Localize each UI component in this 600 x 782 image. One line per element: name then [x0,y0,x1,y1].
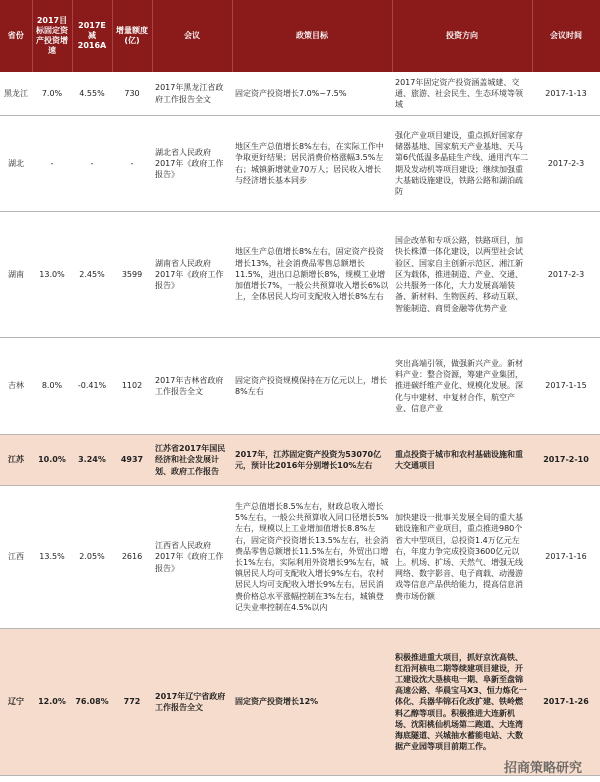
cell-meeting: 湖南省人民政府2017年《政府工作报告》 [152,212,232,338]
header-diff: 2017E减2016A [72,0,112,72]
watermark: 招商策略研究 [503,761,582,776]
table-row [0,435,600,486]
cell-province: 吉林 [0,338,32,435]
cell-province: 辽宁 [0,629,32,776]
cell-increment: 1102 [112,338,152,435]
cell-meeting: 2017年黑龙江省政府工作报告全文 [152,72,232,116]
header-row [0,0,600,72]
cell-time: 2017-1-16 [532,486,600,629]
cell-policy: 地区生产总值增长8%左右，在实际工作中争取更好结果；居民消费价格涨幅3.5%左右；城镇新增就业70万人；居民收入增长与经济增长基本同步 [232,116,392,212]
cell-time: 2017-1-15 [532,338,600,435]
cell-direction: 强化产业项目建设，重点抓好国家存储器基地、国家航天产业基地、天马第6代低温多晶硅生产线、通用汽车二期及发动机等项目建设；继续加强重大基础设施建设，铁路公路和湖泊疏防 [392,116,532,212]
cell-diff: - [72,116,112,212]
cell-policy: 固定资产投资增长7.0%~7.5% [232,72,392,116]
table-row [0,212,600,338]
cell-diff: -0.41% [72,338,112,435]
cell-target: 13.0% [32,212,72,338]
cell-target: 8.0% [32,338,72,435]
cell-increment: 772 [112,629,152,776]
header-policy: 政策目标 [232,0,392,72]
cell-meeting: 2017年吉林省政府工作报告全文 [152,338,232,435]
cell-target: 13.5% [32,486,72,629]
cell-target: - [32,116,72,212]
cell-diff: 2.45% [72,212,112,338]
cell-province: 湖北 [0,116,32,212]
cell-diff: 3.24% [72,435,112,486]
cell-direction: 积极推进重大项目，抓好京沈高铁、红沿河核电二期等续建项目建设，开工建设沈大垦核电一期、阜新至盘锦高速公路、华晨宝马X3、恒力炼化一体化、兵器华锦石化改扩建、铁岭燃料乙醇等项目。积极推进大连新机场、沈阳桃仙机场第二跑道、大连湾海底隧道、兴城抽水蓄能电站、大数据产业园等项目前期工作。 [392,629,532,776]
cell-time: 2017-1-26 [532,629,600,776]
header-target: 2017目标固定资产投资增速 [32,0,72,72]
cell-province: 湖南 [0,212,32,338]
table-row [0,629,600,776]
cell-increment: 2616 [112,486,152,629]
cell-target: 12.0% [32,629,72,776]
cell-policy: 2017年，江苏固定资产投资为53070亿元，预计比2016年分别增长10%左右 [232,435,392,486]
cell-meeting: 江西省人民政府2017年《政府工作报告》 [152,486,232,629]
header-meeting: 会议 [152,0,232,72]
cell-increment: 730 [112,72,152,116]
cell-direction: 突出高端引领，做强新兴产业。新材料产业：整合资源，筹建产业集团，推进碳纤维产业化、规模化发展。深化与中建材、中复材合作，航空产业、信息产业 [392,338,532,435]
cell-province: 江苏 [0,435,32,486]
cell-diff: 4.55% [72,72,112,116]
table-row [0,72,600,116]
cell-direction: 重点投资于城市和农村基础设施和重大交通项目 [392,435,532,486]
header-time: 会议时间 [532,0,600,72]
cell-meeting: 江苏省2017年国民经济和社会发展计划、政府工作报告 [152,435,232,486]
cell-policy: 生产总值增长8.5%左右，财政总收入增长5%左右，一般公共预算收入同口径增长5%左右，规模以上工业增加值增长8.8%左右，固定资产投资增长13.5%左右，社会消费品零售总额增长11.5%左右，外贸出口增长1%左右，实际利用外资增长9%左右，城镇居民人均可支配收入增长9%左右，农村居民人均可支配收入增长9%左右，居民消费价格总水平涨幅控制在3%左右，城镇登记失业率控制在4.5%以内 [232,486,392,629]
header-increment: 增量额度(亿) [112,0,152,72]
cell-policy: 固定资产投资规模保持在万亿元以上，增长8%左右 [232,338,392,435]
cell-diff: 2.05% [72,486,112,629]
cell-increment: 3599 [112,212,152,338]
cell-direction: 2017年固定资产投资涵盖城建、交通、旅游、社会民生、生态环境等领域 [392,72,532,116]
cell-policy: 地区生产总值增长8%左右，固定资产投资增长13%，社会消费品零售总额增长11.5%，进出口总额增长8%，规模工业增加值增长7%，一般公共预算收入增长6%以上，全体居民人均可支配收入增长8%左右 [232,212,392,338]
cell-increment: 4937 [112,435,152,486]
cell-time: 2017-2-3 [532,212,600,338]
cell-policy: 固定资产投资增长12% [232,629,392,776]
cell-diff: 76.08% [72,629,112,776]
cell-province: 黑龙江 [0,72,32,116]
cell-time: 2017-2-10 [532,435,600,486]
cell-direction: 国企改革和专项公路，铁路项目，加快长株潭一体化建设，以两型社会试验区、国家自主创新示范区、湘江新区为载体，推进制造、产业、交通、公共服务一体化，大力发展高端装备、新材料、生物医药、移动互联、智能制造、商贸金融等优势产业 [392,212,532,338]
cell-meeting: 2017年辽宁省政府工作报告全文 [152,629,232,776]
cell-target: 10.0% [32,435,72,486]
cell-target: 7.0% [32,72,72,116]
header-province: 省份 [0,0,32,72]
cell-province: 江西 [0,486,32,629]
cell-time: 2017-1-13 [532,72,600,116]
table-row [0,486,600,629]
cell-direction: 加快建设一批事关发展全局的重大基础设施和产业项目，重点推进980个省大中型项目，总投资1.4万亿元左右，年度力争完成投资3600亿元以上。机场、扩场、天然气、增强无线网络、数字影音、电子商载、动漫游戏等信息产品供给能力，提高信息消费市场份额 [392,486,532,629]
header-direction: 投资方向 [392,0,532,72]
table-row [0,338,600,435]
table-row [0,116,600,212]
cell-time: 2017-2-3 [532,116,600,212]
cell-meeting: 湖北省人民政府2017年《政府工作报告》 [152,116,232,212]
cell-increment: - [112,116,152,212]
